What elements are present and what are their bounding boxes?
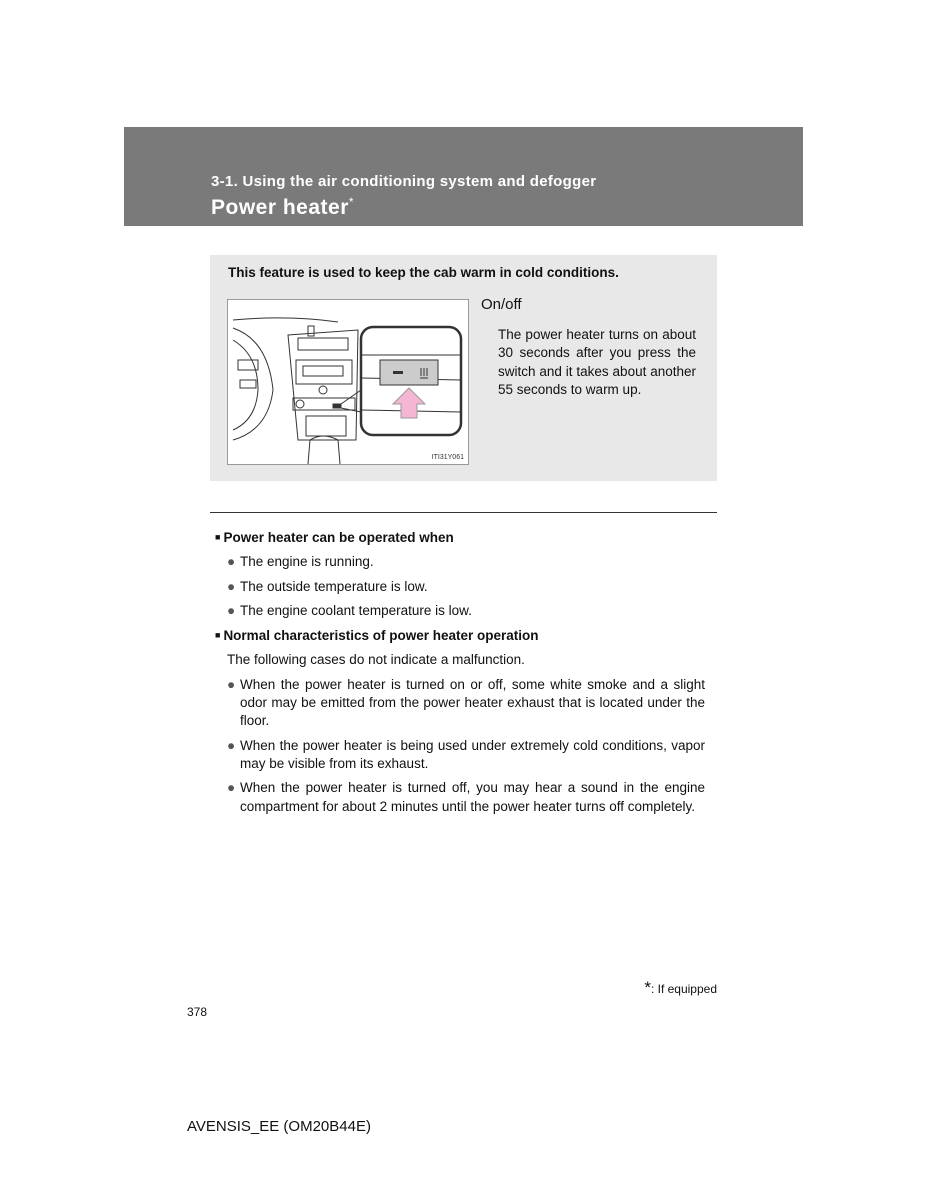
list-item: ● The outside temperature is low. (227, 578, 428, 594)
section-title: 3-1. Using the air conditioning system and defogger (211, 173, 597, 190)
equipped-mark: * (348, 195, 355, 209)
feature-intro: This feature is used to keep the cab warm in cold conditions. (228, 265, 619, 280)
page-header (124, 127, 803, 226)
footnote: *: If equipped (644, 978, 717, 997)
section-text: The following cases do not indicate a malfunction. (227, 652, 525, 668)
section-heading: ■ Normal characteristics of power heater operation (215, 626, 705, 645)
figure-code: ITI31Y061 (431, 454, 464, 461)
callout-label: On/off (481, 296, 522, 313)
section-heading: ■ Power heater can be operated when (215, 528, 705, 547)
list-item: ● The engine is running. (227, 554, 374, 570)
model-code: AVENSIS_EE (OM20B44E) (187, 1118, 371, 1135)
list-item: ● The engine coolant temperature is low. (227, 602, 472, 618)
list-item: ● When the power heater is turned off, you may hear a sound in the engine compartment for about 2 minutes until the power heater turns off completely. (227, 780, 705, 814)
page-title (211, 195, 354, 220)
page-number: 378 (187, 1005, 208, 1019)
notes (215, 528, 705, 822)
divider (210, 512, 717, 513)
title-text: Power heater (211, 196, 349, 219)
callout-description: The power heater turns on about 30 seconds after you press the switch and it takes about another 55 seconds to warm up. (498, 327, 696, 397)
list-item: ● When the power heater is being used under extremely cold conditions, vapor may be visible from its exhaust. (227, 737, 705, 771)
list-item: ● When the power heater is turned on or off, some white smoke and a slight odor may be emitted from the power heater exhaust that is located under the floor. (227, 676, 705, 729)
dashboard-illustration (227, 299, 469, 465)
feature-box (210, 255, 717, 481)
